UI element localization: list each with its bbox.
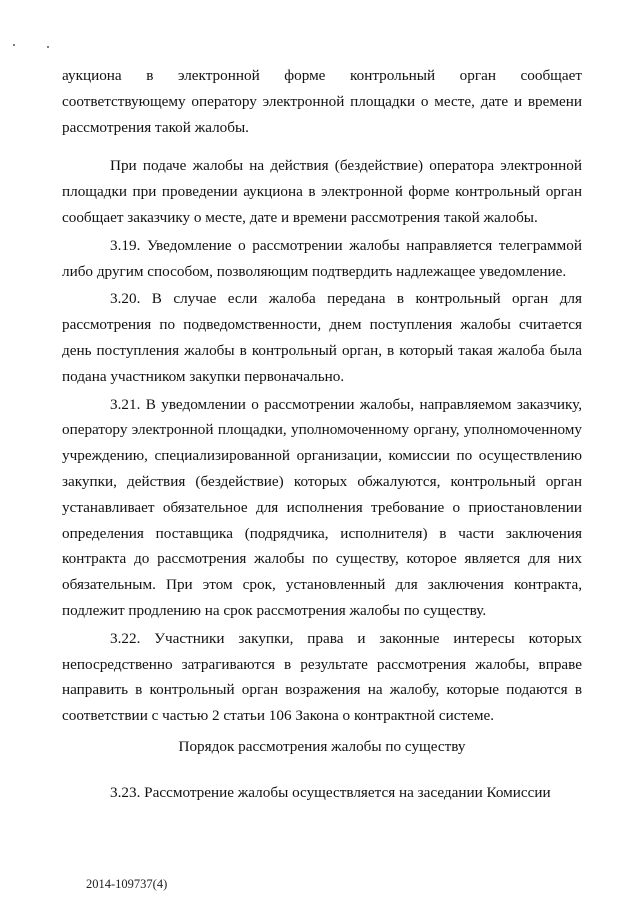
body-text-bottom (62, 780, 582, 806)
paragraph-3-19: 3.19. Уведомление о рассмотрении жалобы направляется телеграммой либо другим способом, позволяющим подтвердить надлежащее уведомление. (62, 236, 582, 280)
scan-speck (13, 44, 15, 46)
paragraph-3-21: 3.21. В уведомлении о рассмотрении жалобы, направляемом заказчику, оператору электронной площадки, уполномоченному органу, уполномоченному учреждению, специализированной организации, комиссии по осуществлению закупки, действия (бездействие) которых обжалуются, контрольный орган устанавливает обязательное для исполнения требование о приостановлении определения поставщика (подрядчика, исполнителя) в части заключения контракта до рассмотрения жалобы по существу, которое является для них обязательным. При этом срок, установленный для заключения контракта, подлежит продлению на срок рассмотрения жалобы по существу. (62, 395, 582, 619)
paragraph-continuation: аукциона в электронной форме контрольный орган сообщает соответствующему оператору электронной площадки о месте, дате и времени рассмотрения такой жалобы. (62, 67, 582, 136)
paragraph-operator-notice: При подаче жалобы на действия (бездействие) оператора электронной площадки при проведении аукциона в электронной форме контрольный орган сообщает заказчику о месте, дате и времени рассмотрения такой жалобы. (62, 157, 582, 226)
paragraph-3-22: 3.22. Участники закупки, права и законные интересы которых непосредственно затрагиваются в результате рассмотрения жалобы, вправе направить в контрольный орган возражения на жалобу, которые подаются в соответствии с частью 2 статьи 106 Закона о контрактной системе. (62, 629, 582, 725)
paragraph-3-20: 3.20. В случае если жалоба передана в контрольный орган для рассмотрения по подведомственности, днем поступления жалобы считается день поступления жалобы в контрольный орган, в который такая жалоба была подана участником закупки первоначально. (62, 290, 582, 385)
document-code: 2014-109737(4) (86, 877, 168, 891)
section-heading: Порядок рассмотрения жалобы по существу (178, 738, 466, 755)
paragraph-3-23: 3.23. Рассмотрение жалобы осуществляется на заседании Комиссии (110, 784, 551, 801)
scan-speck (47, 46, 49, 48)
body-text-top (62, 63, 582, 729)
